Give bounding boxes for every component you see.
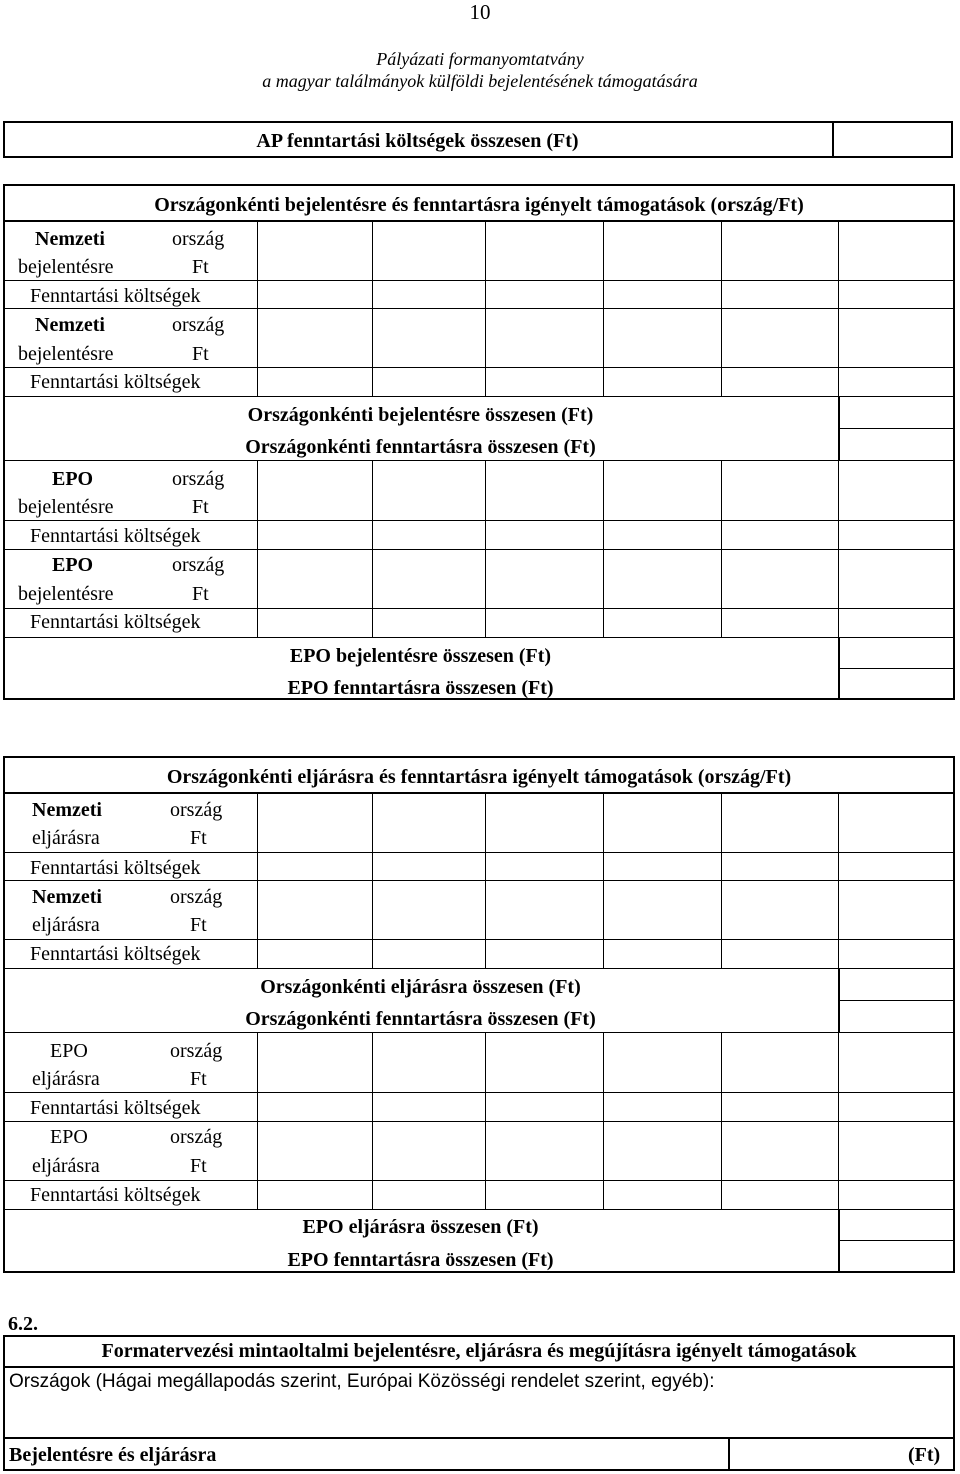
s1-a1-ft: Ft (192, 256, 209, 278)
s2-a1-kind: eljárásra (32, 827, 100, 849)
grid-line (603, 792, 604, 968)
ap-total-label: AP fenntartási költségek összesen (Ft) (256, 130, 579, 152)
s2-b1-type: EPO (50, 1040, 88, 1062)
grid-line (485, 792, 486, 968)
grid-line (485, 460, 486, 637)
s2-sum2-value-field[interactable] (840, 1002, 953, 1031)
s1-sum2-label: Országonkénti fenntartásra összesen (Ft) (245, 436, 596, 458)
s1-b1-type: EPO (52, 468, 94, 490)
s1-b1-kind: bejelentésre (18, 496, 114, 518)
s2-sum3-value-field[interactable] (840, 1211, 953, 1239)
s2-b1-ft: Ft (190, 1068, 207, 1090)
grid-line (603, 460, 604, 637)
grid-line (3, 460, 955, 461)
section2-title: Országonkénti eljárásra és fenntartásra igényelt támogatások (ország/Ft) (166, 766, 792, 788)
s1-a2-country: ország (172, 314, 225, 336)
s1-sum1-value-field[interactable] (840, 398, 953, 427)
section1-title: Országonkénti bejelentésre és fenntartásra igényelt támogatások (ország/Ft) (154, 194, 804, 216)
s1-b2-country: ország (172, 554, 225, 576)
s2-a1-ft: Ft (190, 827, 207, 849)
grid-line (3, 792, 955, 794)
s1-b1-fee: Fenntartási költségek (30, 525, 201, 547)
grid-line (3, 1366, 955, 1368)
s2-a2-type: Nemzeti (32, 886, 102, 908)
grid-line (3, 220, 955, 222)
grid-line (3, 308, 955, 309)
grid-line (3, 1180, 955, 1181)
grid-line (3, 549, 955, 550)
grid-line (721, 1032, 722, 1209)
s2-a2-ft: Ft (190, 914, 207, 936)
s2-b2-fee: Fenntartási költségek (30, 1184, 201, 1206)
grid-line (838, 1032, 839, 1209)
grid-line (3, 396, 955, 397)
grid-line (3, 608, 955, 609)
s2-a2-kind: eljárásra (32, 914, 100, 936)
form-subtitle-2: a magyar találmányok külföldi bejelentésének támogatására (262, 71, 698, 91)
section-number: 6.2. (8, 1313, 38, 1335)
grid-line (838, 668, 955, 669)
grid-line (721, 792, 722, 968)
grid-line (485, 220, 486, 396)
s1-a1-kind: bejelentésre (18, 256, 114, 278)
page-number: 10 (469, 0, 491, 24)
s2-a2-fee: Fenntartási költségek (30, 943, 201, 965)
grid-line (3, 880, 955, 881)
grid-line (838, 1240, 955, 1241)
s2-b2-kind: eljárásra (32, 1155, 100, 1177)
s2-sum1-value-field[interactable] (840, 970, 953, 999)
grid-line (257, 792, 258, 968)
s2-sum1-label: Országonkénti eljárásra összesen (Ft) (260, 976, 581, 998)
s1-b2-fee: Fenntartási költségek (30, 611, 201, 633)
s1-b2-type: EPO (52, 554, 94, 576)
grid-line (485, 1032, 486, 1209)
grid-line (3, 520, 955, 521)
s1-b2-ft: Ft (192, 583, 209, 605)
s2-a1-country: ország (170, 799, 223, 821)
s1-sum3-label: EPO bejelentésre összesen (Ft) (289, 645, 552, 667)
grid-line (372, 792, 373, 968)
s1-sum3-value-field[interactable] (840, 639, 953, 667)
s2-b1-country: ország (170, 1040, 223, 1062)
s1-a2-type: Nemzeti (35, 314, 105, 336)
s2-sum4-label: EPO fenntartásra összesen (Ft) (287, 1249, 554, 1271)
s1-sum4-value-field[interactable] (840, 670, 953, 698)
s2-a2-country: ország (170, 886, 223, 908)
countries-input[interactable] (5, 1396, 953, 1436)
form-subtitle-1: Pályázati formanyomtatvány (376, 49, 584, 69)
s1-a2-kind: bejelentésre (18, 343, 114, 365)
s1-a1-fee: Fenntartási költségek (30, 285, 201, 307)
s1-sum1-label: Országonkénti bejelentésre összesen (Ft) (247, 404, 594, 426)
s2-a1-fee: Fenntartási költségek (30, 857, 201, 879)
grid-line (838, 428, 955, 429)
grid-line (3, 968, 955, 969)
grid-line (838, 220, 839, 396)
s2-b1-fee: Fenntartási költségek (30, 1097, 201, 1119)
footer-left-label: Bejelentésre és eljárásra (9, 1444, 217, 1466)
s2-b2-type: EPO (50, 1126, 88, 1148)
ap-total-value-field[interactable] (834, 123, 951, 156)
s1-a2-fee: Fenntartási költségek (30, 371, 201, 393)
grid-line (372, 1032, 373, 1209)
grid-line (3, 1209, 955, 1210)
countries-label: Országok (Hágai megállapodás szerint, Európai Közösségi rendelet szerint, egyéb): (9, 1371, 715, 1392)
grid-line (838, 460, 839, 637)
grid-line (838, 1000, 955, 1001)
grid-line (721, 460, 722, 637)
grid-line (3, 367, 955, 368)
s2-b2-ft: Ft (190, 1155, 207, 1177)
grid-line (3, 1121, 955, 1122)
section3-title: Formatervezési mintaoltalmi bejelentésre, eljárásra és megújításra igényelt támogatások (101, 1340, 857, 1362)
s1-sum2-value-field[interactable] (840, 430, 953, 459)
grid-line (3, 1032, 955, 1033)
grid-line (838, 792, 839, 968)
grid-line (3, 1092, 955, 1093)
s1-b2-kind: bejelentésre (18, 583, 114, 605)
s1-a1-type: Nemzeti (35, 228, 105, 250)
grid-line (3, 637, 955, 638)
s1-b1-country: ország (172, 468, 225, 490)
s2-sum3-label: EPO eljárásra összesen (Ft) (302, 1216, 539, 1238)
grid-line (3, 939, 955, 940)
s1-a2-ft: Ft (192, 343, 209, 365)
grid-line (603, 220, 604, 396)
s2-b1-kind: eljárásra (32, 1068, 100, 1090)
grid-line (3, 852, 955, 853)
s2-a1-type: Nemzeti (32, 799, 102, 821)
footer-unit-label: (Ft) (908, 1444, 941, 1466)
grid-line (3, 280, 955, 281)
s1-a1-country: ország (172, 228, 225, 250)
grid-line (372, 460, 373, 637)
grid-line (721, 220, 722, 396)
s1-sum4-label: EPO fenntartásra összesen (Ft) (287, 677, 554, 699)
s2-b2-country: ország (170, 1126, 223, 1148)
grid-line (372, 220, 373, 396)
grid-line (257, 1032, 258, 1209)
grid-line (257, 460, 258, 637)
s2-sum2-label: Országonkénti fenntartásra összesen (Ft) (245, 1008, 596, 1030)
grid-line (603, 1032, 604, 1209)
s2-sum4-value-field[interactable] (840, 1242, 953, 1271)
grid-line (257, 220, 258, 396)
footer-value-field[interactable] (730, 1439, 900, 1469)
s1-b1-ft: Ft (192, 496, 209, 518)
